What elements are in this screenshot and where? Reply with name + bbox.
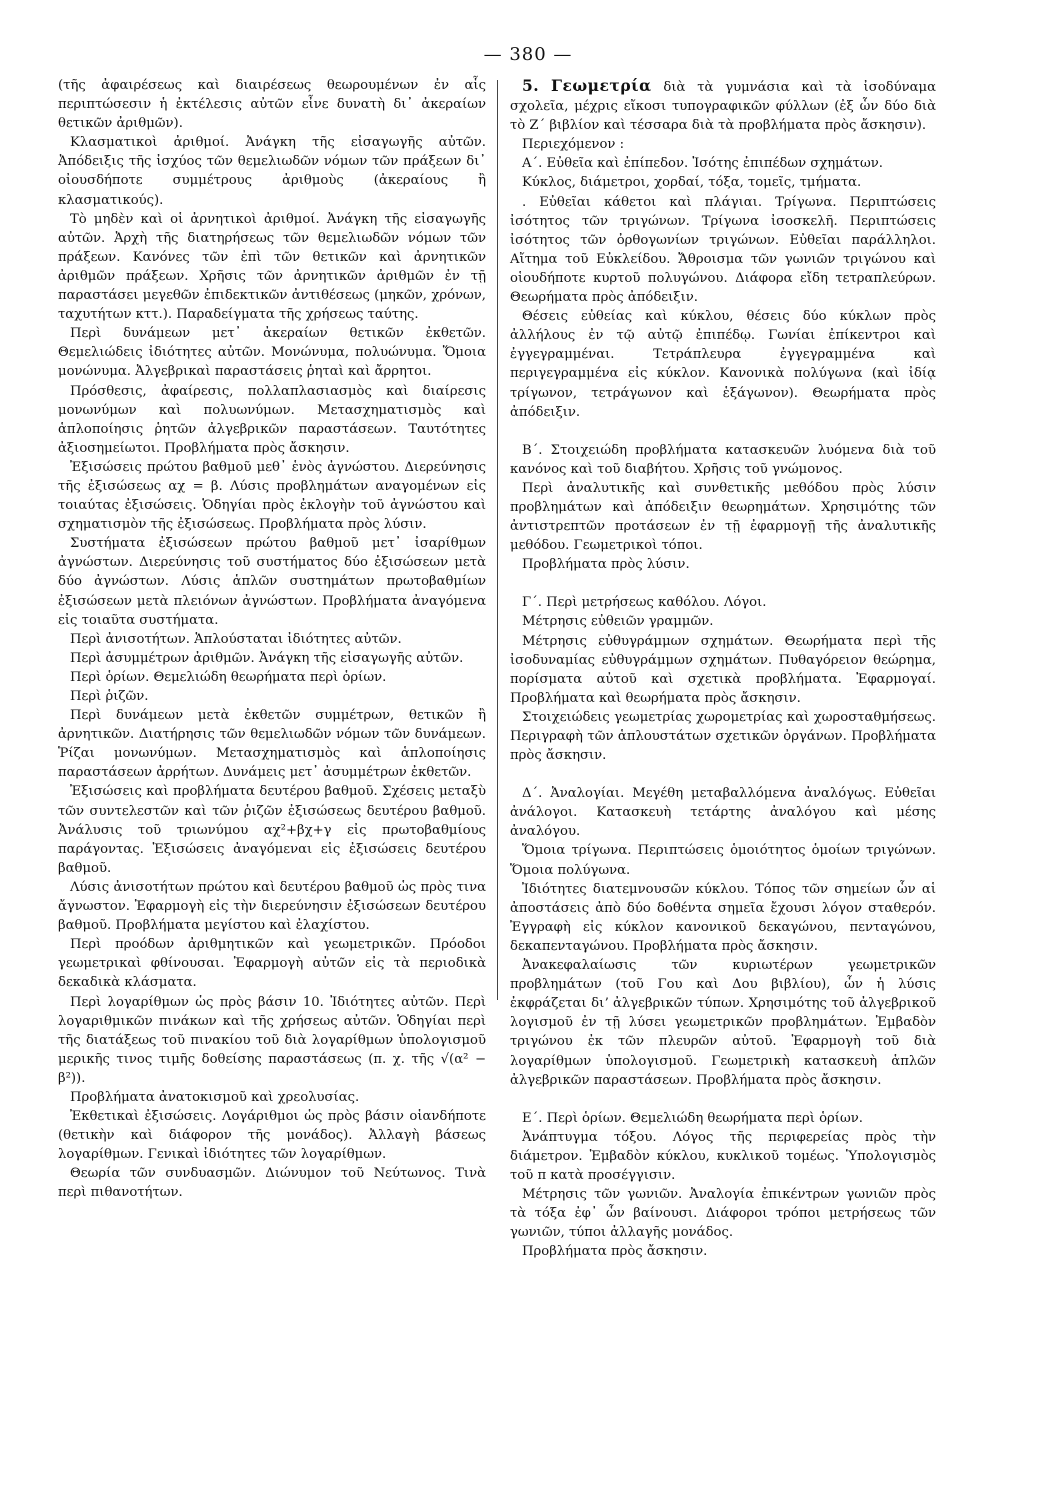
paragraph: Προβλήματα πρὸς ἄσκησιν. — [522, 1244, 708, 1260]
section-gap — [510, 422, 936, 441]
paragraph: Μέτρησις εὐθυγράμμων σχημάτων. Θεωρήματα περὶ τῆς ἰσοδυναμίας εὐθυγράμμων σχημάτων. Πυθαγόρειον θεώρημα, πορίσματα αὐτοῦ καὶ σχετικὰ προβλήματα. Ἐφαρμογαί. Προβλήματα καὶ θεωρήματα πρὸς ἄσκησιν. — [510, 633, 936, 706]
paragraph: (τῆς ἀφαιρέσεως καὶ διαιρέσεως θεωρουμένων ἐν αἷς περιπτώσεσιν ἡ ἐκτέλεσις αὐτῶν εἶνε δυνατὴ δι᾿ ἀκεραίων θετικῶν ἀριθμῶν). — [58, 78, 486, 132]
column-divider — [497, 80, 498, 1000]
paragraph: Β΄. Στοιχειώδη προβλήματα κατασκευῶν λυόμενα διὰ τοῦ κανόνος καὶ τοῦ διαβήτου. Χρῆσις τοῦ γνώμονος. — [510, 442, 936, 477]
paragraph: Πρόσθεσις, ἀφαίρεσις, πολλαπλασιασμὸς καὶ διαίρεσις μονωνύμων καὶ πολυωνύμων. Μετασχηματισμὸς καὶ ἁπλοποίησις ῥητῶν ἀλγεβρικῶν παραστάσεων. Ταυτότητες ἀξιοσημείωτοι. Προβλήματα πρὸς ἄσκησιν. — [58, 383, 486, 456]
paragraph: Δ΄. Ἀναλογίαι. Μεγέθη μεταβαλλόμενα ἀναλόγως. Εὐθεῖαι ἀνάλογοι. Κατασκευὴ τετάρτης ἀναλόγου καὶ μέσης ἀναλόγου. — [510, 786, 936, 840]
paragraph: Περιεχόμενον : — [522, 137, 625, 153]
right-column — [510, 76, 936, 1261]
paragraph: Ἐξισώσεις καὶ προβλήματα δευτέρου βαθμοῦ. Σχέσεις μεταξὺ τῶν συντελεστῶν καὶ τῶν ῥιζῶν ἐξισώσεως δευτέρου βαθμοῦ. Ἀνάλυσις τοῦ τριωνύμου αχ²+βχ+γ εἰς πρωτοβαθμίους παράγοντας. Ἐξισώσεις ἀναγόμεναι εἰς ἐξισώσεις δευτέρου βαθμοῦ. — [58, 784, 486, 876]
paragraph: Περὶ δυνάμεων μετ᾿ ἀκεραίων θετικῶν ἐκθετῶν. Θεμελιώδεις ἰδιότητες αὐτῶν. Μονώνυμα, πολυώνυμα. Ὅμοια μονώνυμα. Ἀλγεβρικαὶ παραστάσεις ῥηταὶ καὶ ἄρρητοι. — [58, 326, 486, 380]
paragraph: . Εὐθεῖαι κάθετοι καὶ πλάγιαι. Τρίγωνα. Περιπτώσεις ἰσότητος τῶν τριγώνων. Τρίγωνα ἰσοσκελῆ. Περιπτώσεις ἰσότητος τῶν ὀρθογωνίων τριγώνων. Εὐθεῖαι παράλληλοι. Αἴτημα τοῦ Εὐκλείδου. Ἄθροισμα τῶν γωνιῶν τριγώνου καὶ οἱουδήποτε κυρτοῦ πολυγώνου. Διάφορα εἴδη τετραπλεύρων. Θεωρήματα πρὸς ἀπόδειξιν. — [510, 194, 936, 306]
paragraph: Ἰδιότητες διατεμνουσῶν κύκλου. Τόπος τῶν σημείων ὧν αἱ ἀποστάσεις ἀπὸ δύο δοθέντα σημεῖα ἔχουσι λόγον σταθερόν. Ἐγγραφὴ εἰς κύκλον κανονικοῦ δεκαγώνου, πενταγώνου, δεκαπενταγώνου. Προβλήματα πρὸς ἄσκησιν. — [510, 881, 936, 954]
page-number: — 380 — — [483, 44, 573, 65]
section-number: 5. — [522, 76, 540, 95]
paragraph: Θέσεις εὐθείας καὶ κύκλου, θέσεις δύο κύκλων πρὸς ἀλλήλους ἐν τῷ αὐτῷ ἐπιπέδῳ. Γωνίαι ἐπίκεντροι καὶ ἐγγεγραμμέναι. Τετράπλευρα ἐγγεγραμμένα καὶ περιγεγραμμένα εἰς κύκλον. Κανονικὰ πολύγωνα (καὶ ἰδίᾳ τρίγωνον, τετράγωνον καὶ ἑξάγωνον). Θεωρήματα πρὸς ἀπόδειξιν. — [510, 309, 936, 420]
section-gap — [510, 1090, 936, 1109]
paragraph: Θεωρία τῶν συνδυασμῶν. Διώνυμον τοῦ Νεύτωνος. Τινὰ περὶ πιθανοτήτων. — [58, 1166, 486, 1201]
paragraph: Περὶ ἀσυμμέτρων ἀριθμῶν. Ἀνάγκη τῆς εἰσαγωγῆς αὐτῶν. — [70, 650, 464, 666]
paragraph: Προβλήματα ἀνατοκισμοῦ καὶ χρεολυσίας. — [70, 1089, 360, 1105]
paragraph: Α΄. Εὐθεῖα καὶ ἐπίπεδον. Ἰσότης ἐπιπέδων σχημάτων. — [522, 156, 883, 172]
paragraph: Λύσις ἀνισοτήτων πρώτου καὶ δευτέρου βαθμοῦ ὡς πρὸς τινα ἄγνωστον. Ἐφαρμογὴ εἰς τὴν διερεύνησιν ἐξισώσεων δευτέρου βαθμοῦ. Προβλήματα μεγίστου καὶ ἐλαχίστου. — [58, 879, 486, 934]
paragraph: Μέτρησις τῶν γωνιῶν. Ἀναλογία ἐπικέντρων γωνιῶν πρὸς τὰ τόξα ἐφ᾿ ὧν βαίνουσι. Διάφοροι τρόποι μετρήσεως τῶν γωνιῶν, τύποι ἀλλαγῆς μονάδος. — [510, 1187, 936, 1241]
paragraph: Μέτρησις εὐθειῶν γραμμῶν. — [522, 614, 714, 630]
paragraph: Κλασματικοὶ ἀριθμοί. Ἀνάγκη τῆς εἰσαγωγῆς αὐτῶν. Ἀπόδειξις τῆς ἰσχύος τῶν θεμελιωδῶν νόμων τῶν πράξεων δι᾿ οἰουσδήποτε συμμέτρους ἀριθμοὺς (ἀκεραίους ἢ κλασματικούς). — [58, 135, 486, 208]
paragraph: Γ΄. Περὶ μετρήσεως καθόλου. Λόγοι. — [522, 595, 767, 611]
paragraph: Ἐκθετικαὶ ἐξισώσεις. Λογάριθμοι ὡς πρὸς βάσιν οἱανδήποτε (θετικὴν καὶ διάφορον τῆς μονάδος). Ἀλλαγὴ βάσεως λογαρίθμων. Γενικαὶ ἰδιότητες τῶν λογαρίθμων. — [58, 1109, 486, 1163]
section-gap — [510, 574, 936, 593]
paragraph: Συστήματα ἐξισώσεων πρώτου βαθμοῦ μετ᾿ ἰσαρίθμων ἀγνώστων. Διερεύνησις τοῦ συστήματος δύο ἐξισώσεων μετὰ δύο ἀγνώστων. Λύσις ἁπλῶν συστημάτων πρωτοβαθμίων ἐξισώσεων μετὰ πλειόνων ἀγνώστων. Προβλήματα ἀναγόμενα εἰς τοιαῦτα συστήματα. — [58, 536, 486, 628]
section-intro-text: διὰ τὰ γυμνάσια καὶ τὰ ἰσοδύναμα σχολεῖα, μέχρις εἴκοσι τυπογραφικῶν φύλλων (ἐξ ὧν δύο διὰ τὸ Ζ΄ βιβλίον καὶ τέσσαρα διὰ τὰ προβλήματα πρὸς ἄσκησιν). — [510, 80, 936, 134]
paragraph: Περὶ λογαρίθμων ὡς πρὸς βάσιν 10. Ἰδιότητες αὐτῶν. Περὶ λογαριθμικῶν πινάκων καὶ τῆς χρήσεως αὐτῶν. Ὁδηγίαι περὶ τῆς διατάξεως τοῦ πινακίου τοῦ διὰ λογαρίθμων ὑπολογισμοῦ μερικῆς τινος τιμῆς δοθείσης παραστάσεως (π. χ. τῆς √(α² − β²)). — [58, 994, 486, 1086]
section-gap — [510, 765, 936, 784]
paragraph: Ἐξισώσεις πρώτου βαθμοῦ μεθ᾿ ἑνὸς ἀγνώστου. Διερεύνησις τῆς ἐξισώσεως αχ = β. Λύσις προβλημάτων αναγομένων εἰς τοιαύτας ἐξισώσεις. Ὁδηγίαι πρὸς ἐκλογὴν τοῦ ἀγνώστου καὶ σχηματισμὸν τῆς ἐξισώσεως. Προβλήματα πρὸς λύσιν. — [58, 459, 486, 533]
paragraph: Τὸ μηδὲν καὶ οἱ ἀρνητικοὶ ἀριθμοί. Ἀνάγκη τῆς εἰσαγωγῆς αὐτῶν. Ἀρχὴ τῆς διατηρήσεως τῶν θεμελιωδῶν νόμων τῶν πράξεων. Κανόνες τῶν ἐπὶ τῶν θετικῶν καὶ ἀρνητικῶν ἀριθμῶν πράξεων. Χρῆσις τῶν ἀρνητικῶν ἀριθμῶν ἐν τῇ παραστάσει μεγεθῶν ἐπιδεκτικῶν ἀντιθέσεως (μηκῶν, χρόνων, ταχυτήτων κττ.). Παραδείγματα τῆς χρήσεως ταύτης. — [58, 211, 486, 323]
paragraph: Προβλήματα πρὸς λύσιν. — [522, 557, 690, 573]
paragraph: Κύκλος, διάμετροι, χορδαί, τόξα, τομεῖς, τμήματα. — [522, 175, 862, 191]
left-column — [58, 76, 486, 1203]
paragraph: Περὶ δυνάμεων μετὰ ἐκθετῶν συμμέτρων, θετικῶν ἢ ἀρνητικῶν. Διατήρησις τῶν θεμελιωδῶν νόμων τῶν δυνάμεων. Ῥίζαι μονωνύμων. Μετασχηματισμὸς καὶ ἁπλοποίησις παραστάσεων ἀρρήτων. Δυνάμεις μετ᾿ ἀσυμμέτρων ἐκθετῶν. — [58, 708, 486, 781]
paragraph: Περὶ ῥιζῶν. — [70, 689, 149, 704]
paragraph: Ε΄. Περὶ ὁρίων. Θεμελιώδη θεωρήματα περὶ ὁρίων. — [522, 1110, 863, 1126]
paragraph: Ὅμοια τρίγωνα. Περιπτώσεις ὁμοιότητος ὁμοίων τριγώνων. Ὅμοια πολύγωνα. — [510, 843, 936, 878]
paragraph: Περὶ ἀναλυτικῆς καὶ συνθετικῆς μεθόδου πρὸς λύσιν προβλημάτων καὶ ἀπόδειξιν θεωρημάτων. Χρησιμότης τῶν ἀντιστρεπτῶν προτάσεων ἐν τῇ ἐφαρμογῇ τῆς ἀναλυτικῆς μεθόδου. Γεωμετρικοὶ τόποι. — [510, 480, 936, 554]
paragraph: Περὶ ἀνισοτήτων. Ἁπλούσταται ἰδιότητες αὐτῶν. — [70, 631, 402, 647]
section-intro — [510, 76, 936, 135]
paragraph: Περὶ ὁρίων. Θεμελιώδη θεωρήματα περὶ ὁρίων. — [70, 669, 387, 685]
paragraph: Περὶ προόδων ἀριθμητικῶν καὶ γεωμετρικῶν. Πρόοδοι γεωμετρικαὶ φθίνουσαι. Ἐφαρμογὴ αὐτῶν εἰς τὰ περιοδικὰ δεκαδικὰ κλάσματα. — [58, 937, 486, 991]
section-title: Γεωμετρία — [550, 76, 652, 95]
paragraph: Στοιχειώδεις γεωμετρίας χωρομετρίας καὶ χωροσταθμήσεως. Περιγραφὴ τῶν ἁπλουστάτων σχετικῶν ὀργάνων. Προβλήματα πρὸς ἄσκησιν. — [510, 709, 936, 764]
paragraph: Ἀνακεφαλαίωσις τῶν κυριωτέρων γεωμετρικῶν προβλημάτων (τοῦ Γου καὶ Δου βιβλίου), ὧν ἡ λύσις ἐκφράζεται διʼ ἀλγεβρικῶν τύπων. Χρησιμότης τοῦ ἀλγεβρικοῦ λογισμοῦ ἐν τῇ λύσει γεωμετρικῶν προβλημάτων. Ἐμβαδὸν τριγώνου ἐκ τῶν πλευρῶν αὐτοῦ. Ἐφαρμογὴ τοῦ διὰ λογαρίθμων ὑπολογισμοῦ. Γεωμετρικὴ κατασκευὴ ἁπλῶν ἀλγεβρικῶν παραστάσεων. Προβλήματα πρὸς ἄσκησιν. — [510, 958, 936, 1088]
paragraph: Ἀνάπτυγμα τόξου. Λόγος τῆς περιφερείας πρὸς τὴν διάμετρον. Ἐμβαδὸν κύκλου, κυκλικοῦ τομέως. Ὑπολογισμὸς τοῦ π κατὰ προσέγγισιν. — [510, 1129, 936, 1183]
